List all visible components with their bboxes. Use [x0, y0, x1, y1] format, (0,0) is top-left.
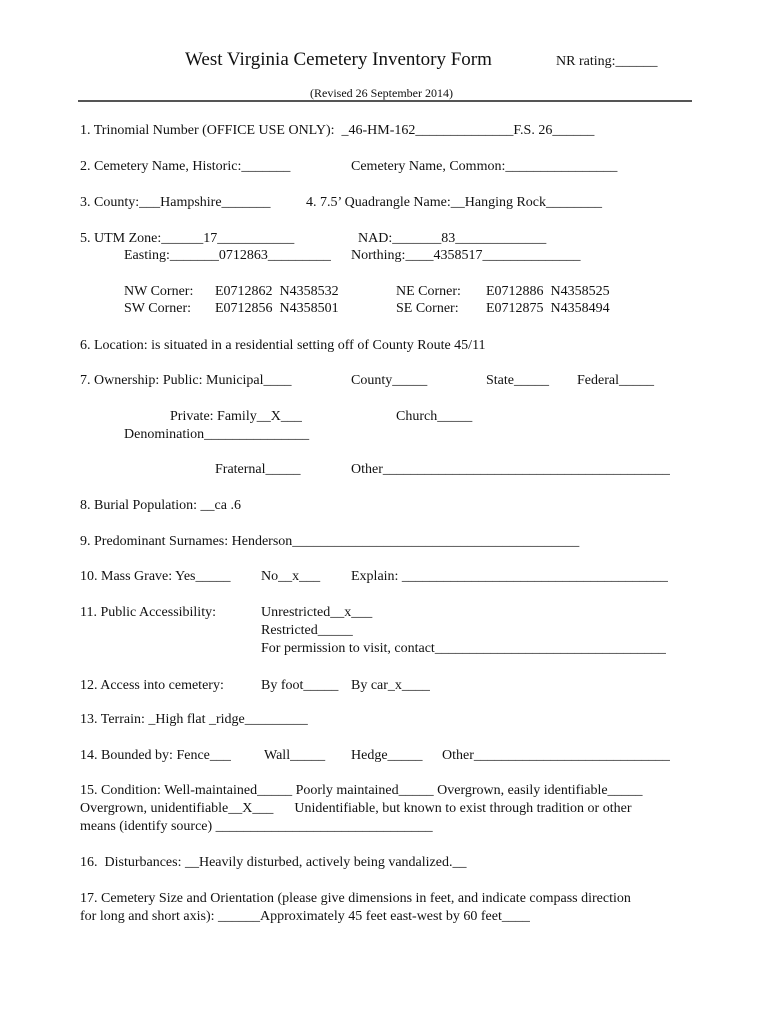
burial-population: 8. Burial Population: __ca .6: [80, 498, 241, 513]
access-unrestricted: Unrestricted__x___: [261, 605, 373, 620]
access-restricted: Restricted_____: [261, 623, 353, 638]
condition-line-1: 15. Condition: Well-maintained_____ Poorly maintained_____ Overgrown, easily identifiable_____: [80, 783, 643, 798]
bounded-wall: Wall_____: [264, 748, 326, 763]
revised-date: (Revised 26 September 2014): [310, 86, 453, 100]
nr-rating: NR rating:______: [556, 54, 658, 69]
sw-corner-label: SW Corner:: [124, 301, 192, 316]
county-field: 3. County:___Hampshire_______: [80, 195, 271, 210]
disturbances-field: 16. Disturbances: __Heavily disturbed, actively being vandalized.__: [80, 855, 467, 870]
ownership-church: Church_____: [396, 409, 473, 424]
ownership-other: Other_________________________________________: [351, 462, 670, 477]
ne-corner-value: E0712886 N4358525: [486, 284, 610, 299]
terrain-field: 13. Terrain: _High flat _ridge_________: [80, 712, 308, 727]
se-corner-label: SE Corner:: [396, 301, 459, 316]
access-by-car: By car_x____: [351, 678, 430, 693]
bounded-other: Other____________________________: [442, 748, 670, 763]
utm-zone-field: 5. UTM Zone:______17___________: [80, 231, 295, 246]
bounded-fence: 14. Bounded by: Fence___: [80, 748, 231, 763]
ownership-federal: Federal_____: [577, 373, 654, 388]
form-title: West Virginia Cemetery Inventory Form: [185, 49, 492, 70]
ne-corner-label: NE Corner:: [396, 284, 461, 299]
ownership-fraternal: Fraternal_____: [215, 462, 301, 477]
size-orientation-line-1: 17. Cemetery Size and Orientation (please give dimensions in feet, and indicate compass direction: [80, 891, 631, 906]
ownership-county: County_____: [351, 373, 428, 388]
bounded-hedge: Hedge_____: [351, 748, 423, 763]
quadrangle-field: 4. 7.5’ Quadrangle Name:__Hanging Rock________: [306, 195, 603, 210]
northing-field: Northing:____4358517______________: [351, 248, 581, 263]
cemetery-name-common: Cemetery Name, Common:________________: [351, 159, 618, 174]
access-into-cemetery: 12. Access into cemetery:: [80, 678, 224, 693]
se-corner-value: E0712875 N4358494: [486, 301, 610, 316]
access-by-foot: By foot_____: [261, 678, 339, 693]
sw-corner-value: E0712856 N4358501: [215, 301, 339, 316]
size-orientation-line-2: for long and short axis): ______Approximately 45 feet east-west by 60 feet____: [80, 909, 530, 924]
condition-line-2: Overgrown, unidentifiable__X___ Unidentifiable, but known to exist through tradition or other: [80, 801, 632, 816]
mass-grave-no: No__x___: [261, 569, 321, 584]
nw-corner-value: E0712862 N4358532: [215, 284, 339, 299]
ownership-family: Private: Family__X___: [170, 409, 302, 424]
condition-line-3: means (identify source) _______________________________: [80, 819, 433, 834]
trinomial-field: 1. Trinomial Number (OFFICE USE ONLY): _46-HM-162______________F.S. 26______: [80, 123, 595, 138]
cemetery-name-historic: 2. Cemetery Name, Historic:_______: [80, 159, 291, 174]
easting-field: Easting:_______0712863_________: [124, 248, 331, 263]
ownership-municipal: 7. Ownership: Public: Municipal____: [80, 373, 292, 388]
nad-field: NAD:_______83_____________: [358, 231, 547, 246]
mass-grave-explain: Explain: ______________________________________: [351, 569, 668, 584]
mass-grave-yes: 10. Mass Grave: Yes_____: [80, 569, 231, 584]
nw-corner-label: NW Corner:: [124, 284, 194, 299]
ownership-state: State_____: [486, 373, 549, 388]
location-field: 6. Location: is situated in a residential setting off of County Route 45/11: [80, 338, 486, 353]
ownership-denomination: Denomination_______________: [124, 427, 310, 442]
header-rule: [78, 100, 692, 102]
access-permission-contact: For permission to visit, contact_________________________________: [261, 641, 666, 656]
public-accessibility: 11. Public Accessibility:: [80, 605, 216, 620]
predominant-surnames: 9. Predominant Surnames: Henderson_________________________________________: [80, 534, 580, 549]
